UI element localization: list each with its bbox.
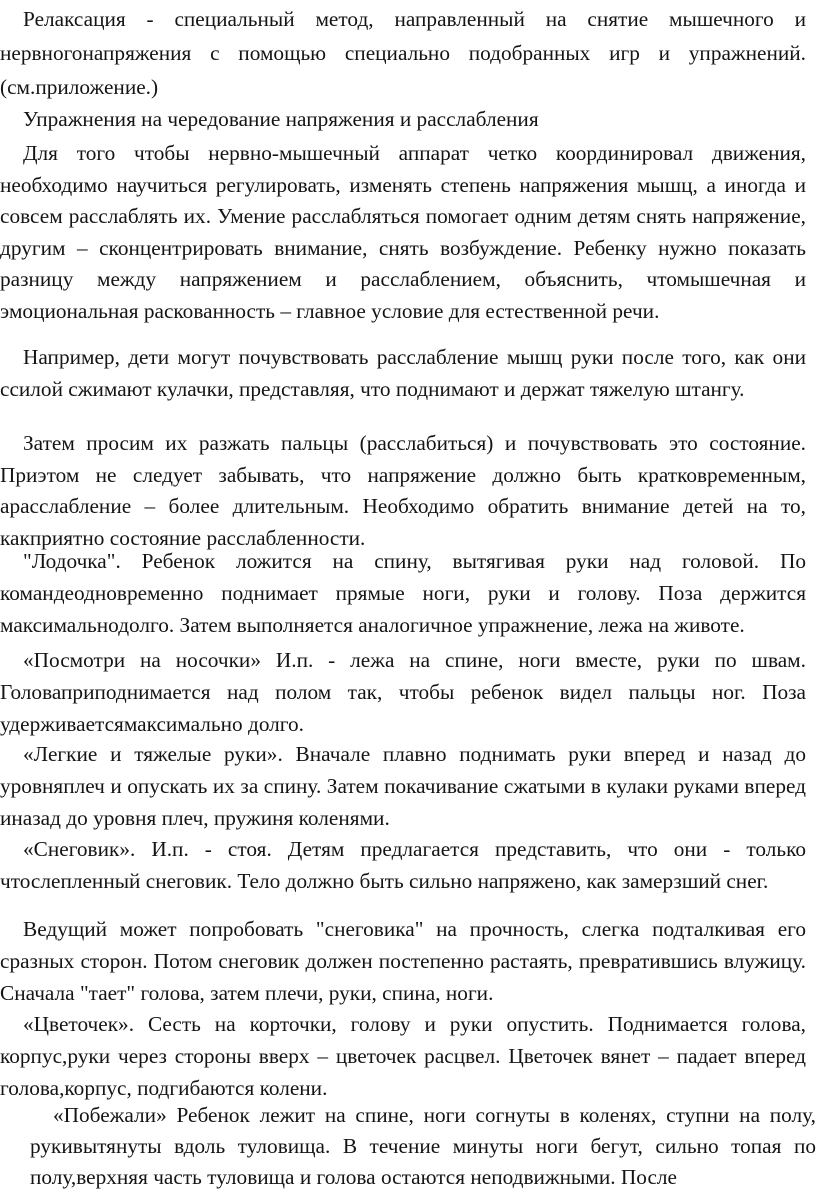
example-paragraph xyxy=(0,342,806,405)
boat-exercise-text: "Лодочка". Ребенок ложится на спину, вытягивая руки над головой. По командеодновременно поднимает прямые ноги, руки и голову. Поза держится максимальнодолго. Затем выполняется аналогичное упражнение, лежа на животе. xyxy=(0,549,806,637)
relaxation-paragraph xyxy=(0,2,806,104)
run-exercise-paragraph xyxy=(30,1100,816,1193)
boat-exercise-paragraph xyxy=(0,545,806,641)
flower-exercise-text: «Цветочек». Сесть на корточки, голову и руки опустить. Поднимается голова, корпус,руки через стороны вверх – цветочек расцвел. Цветочек вянет – падает вперед голова,корпус, подгибаются колени. xyxy=(0,1012,806,1100)
run-exercise-text: «Побежали» Ребенок лежит на спине, ноги согнуты в коленях, ступни на полу, рукивытянуты вдоль туловища. В течение минуты ноги бегут, сильно топая по полу,верхняя часть туловища и голова остаются неподвижными. После xyxy=(30,1103,816,1189)
exercises-heading-text: Упражнения на чередование напряжения и расслабления xyxy=(23,107,539,131)
coordination-paragraph xyxy=(0,138,806,327)
release-paragraph xyxy=(0,428,806,554)
socks-exercise-paragraph xyxy=(0,644,806,740)
socks-exercise-text: «Посмотри на носочки» И.п. - лежа на спине, ноги вместе, руки по швам. Головаприподнимается над полом так, чтобы ребенок видел пальцы ног. Поза удерживаетсямаксимально долго. xyxy=(0,648,806,736)
coordination-text: Для того чтобы нервно-мышечный аппарат четко координировал движения, необходимо научиться регулировать, изменять степень напряжения мышц, а иногда и совсем расслаблять их. Умение расслабляться помогает одним детям снять напряжение, другим – сконцентрировать внимание, снять возбуждение. Ребенку нужно показать разницу между напряжением и расслаблением, объяснить, чтомышечная и эмоциональная раскованность – главное условие для естественной речи. xyxy=(0,141,806,323)
arms-exercise-paragraph xyxy=(0,738,806,834)
snowman-leader-text: Ведущий может попробовать "снеговика" на прочность, слегка подталкивая его сразных сторон. Потом снеговик должен постепенно растаять, превратившись влужицу. Сначала "тает" голова, затем плечи, руки, спина, ноги. xyxy=(0,917,806,1005)
arms-exercise-text: «Легкие и тяжелые руки». Вначале плавно поднимать руки вперед и назад до уровняплеч и опускать их за спину. Затем покачивание сжатыми в кулаки руками вперед иназад до уровня плеч, пружиня коленями. xyxy=(0,742,806,830)
release-text: Затем просим их разжать пальцы (расслабиться) и почувствовать это состояние. Приэтом не следует забывать, что напряжение должно быть кратковременным, арасслабление – более длительным. Необходимо обратить внимание детей на то, какприятно состояние расслабленности. xyxy=(0,431,806,550)
snowman-exercise-text: «Снеговик». И.п. - стоя. Детям предлагается представить, что они - только чтослепленный снеговик. Тело должно быть сильно напряжено, как замерзший снег. xyxy=(0,837,806,893)
example-text: Например, дети могут почувствовать расслабление мышц руки после того, как они ссилой сжимают кулачки, представляя, что поднимают и держат тяжелую штангу. xyxy=(0,345,806,401)
exercises-heading xyxy=(0,102,806,136)
flower-exercise-paragraph xyxy=(0,1008,806,1104)
snowman-exercise-paragraph xyxy=(0,833,806,897)
snowman-leader-paragraph xyxy=(0,913,806,1009)
relaxation-text: Релаксация - специальный метод, направленный на снятие мышечного и нервногонапряжения с помощью специально подобранных игр и упражнений. (см.приложение.) xyxy=(0,7,806,99)
